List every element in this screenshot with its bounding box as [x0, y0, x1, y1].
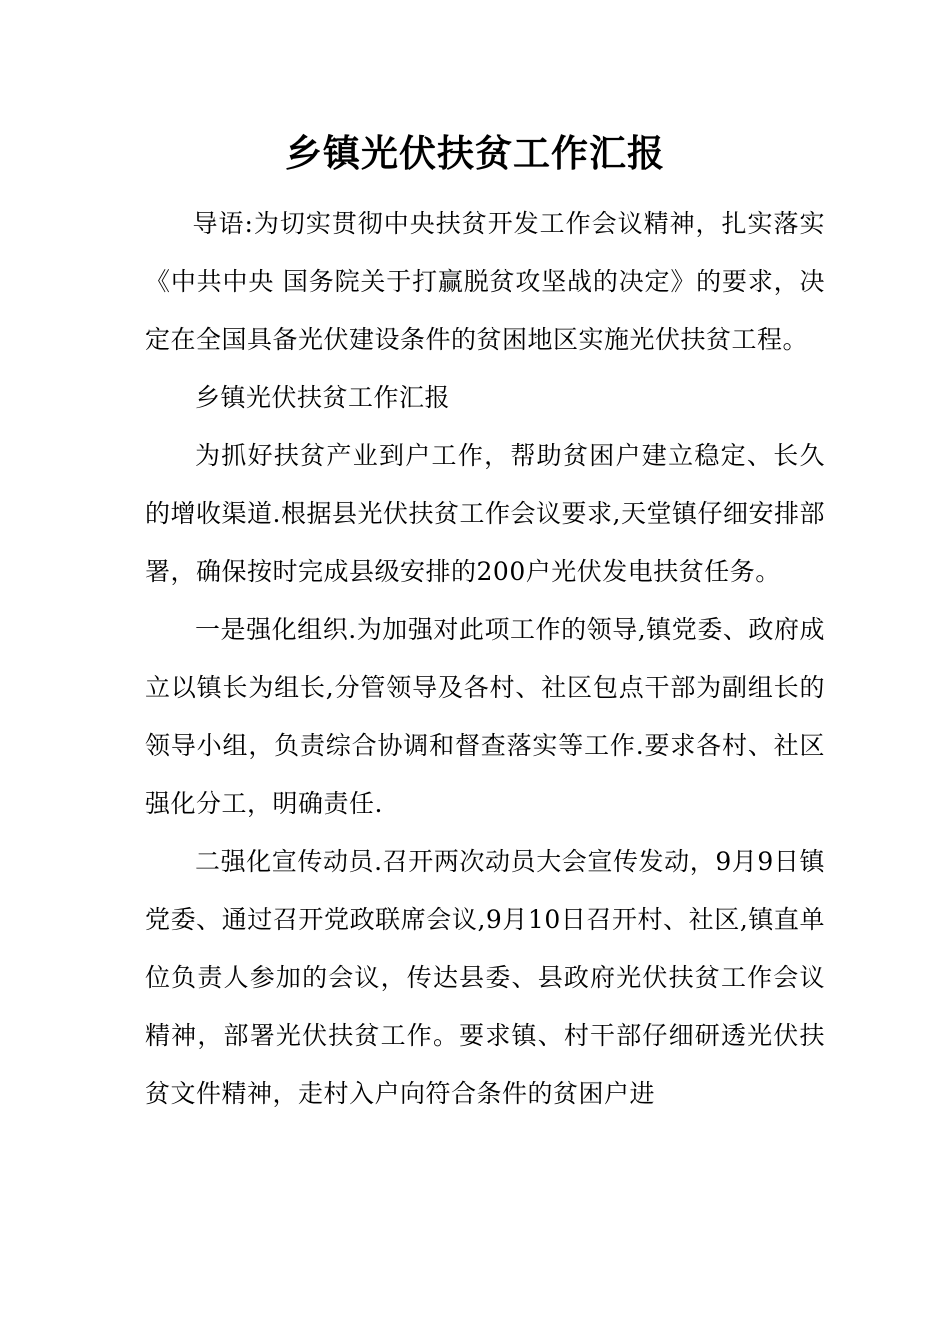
body-paragraph: 二强化宣传动员.召开两次动员大会宣传发动，9月9日镇党委、通过召开党政联席会议,9月10日召开村、社区,镇直单位负责人参加的会议，传达县委、县政府光伏扶贫工作会议精神，部署光伏扶贫工作。要求镇、村干部仔细研透光伏扶贫文件精神，走村入户向符合条件的贫困户进	[145, 847, 825, 1108]
body-paragraph: 一是强化组织.为加强对此项工作的领导,镇党委、政府成立以镇长为组长,分管领导及各村、社区包点干部为副组长的领导小组，负责综合协调和督查落实等工作.要求各村、社区强化分工，明确责任.	[145, 615, 825, 818]
document-title: 乡镇光伏扶贫工作汇报	[285, 132, 665, 175]
intro-paragraph: 导语:为切实贯彻中央扶贫开发工作会议精神，扎实落实《中共中央 国务院关于打赢脱贫攻坚战的决定》的要求，决定在全国具备光伏建设条件的贫困地区实施光伏扶贫工程。	[145, 209, 825, 354]
document-body	[145, 195, 825, 1123]
body-paragraph: 为抓好扶贫产业到户工作，帮助贫困户建立稳定、长久的增收渠道.根据县光伏扶贫工作会议要求,天堂镇仔细安排部署，确保按时完成县级安排的200户光伏发电扶贫任务。	[145, 441, 825, 586]
section-heading: 乡镇光伏扶贫工作汇报	[195, 383, 451, 412]
